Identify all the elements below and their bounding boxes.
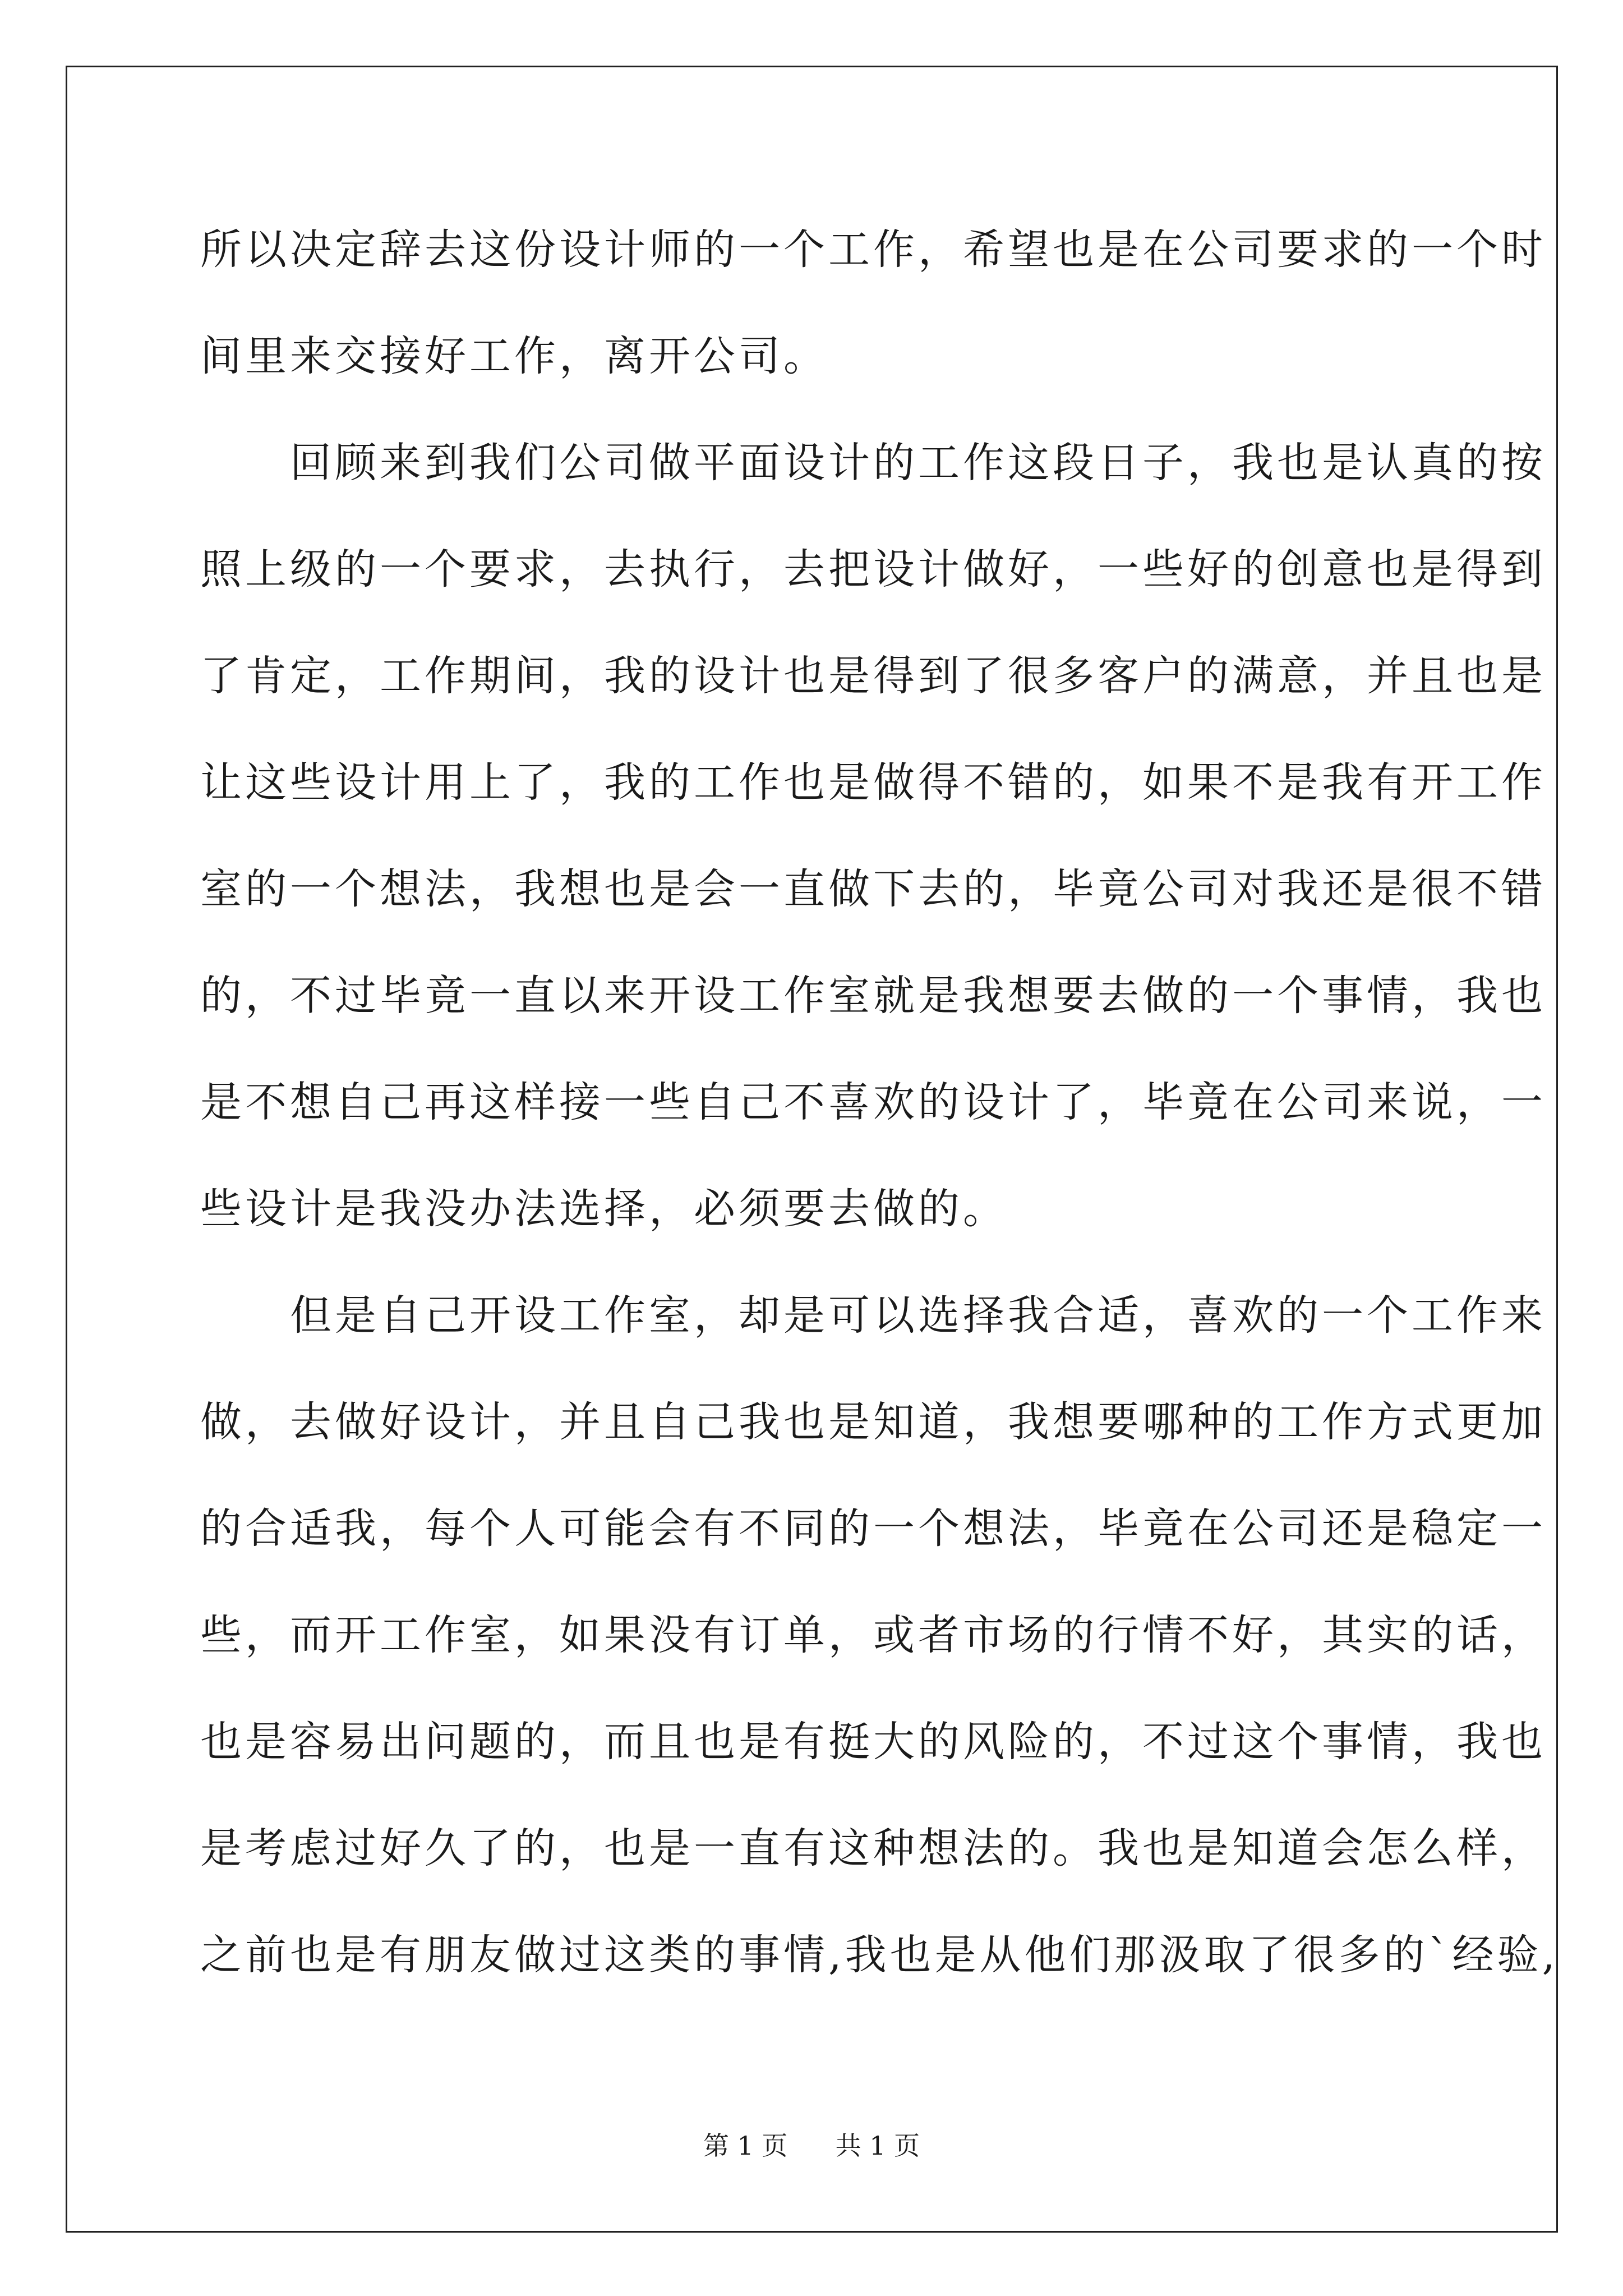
text-line: 了肯定，工作期间，我的设计也是得到了很多客户的满意，并且也是 [200,652,1546,700]
text-line: 做，去做好设计，并且自己我也是知道，我想要哪种的工作方式更加 [200,1398,1546,1446]
page-number: 第 1 页 [703,2131,788,2161]
text-line: 的，不过毕竟一直以来开设工作室就是我想要去做的一个事情，我也 [200,972,1546,1020]
text-line: 之前也是有朋友做过这类的事情,我也是从他们那汲取了很多的`经验, [200,1931,1559,1979]
text-line: 回顾来到我们公司做平面设计的工作这段日子，我也是认真的按 [200,439,1546,487]
text-line: 是不想自己再这样接一些自己不喜欢的设计了，毕竟在公司来说，一 [200,1078,1546,1126]
text-line: 也是容易出问题的，而且也是有挺大的风险的，不过这个事情，我也 [200,1718,1546,1766]
text-line: 但是自己开设工作室，却是可以选择我合适，喜欢的一个工作来 [200,1291,1546,1340]
text-line: 些，而开工作室，如果没有订单，或者市场的行情不好，其实的话， [200,1611,1546,1659]
text-line: 照上级的一个要求，去执行，去把设计做好，一些好的创意也是得到 [200,545,1546,593]
page-footer [0,2129,1623,2162]
page-total: 共 1 页 [835,2131,920,2161]
document-body [200,210,1559,2022]
text-line: 些设计是我没办法选择，必须要去做的。 [200,1185,1008,1233]
text-line: 间里来交接好工作，离开公司。 [200,332,828,380]
text-line: 是考虑过好久了的，也是一直有这种想法的。我也是知道会怎么样， [200,1824,1546,1872]
text-line: 所以决定辞去这份设计师的一个工作，希望也是在公司要求的一个时 [200,226,1546,274]
text-line: 室的一个想法，我想也是会一直做下去的，毕竟公司对我还是很不错 [200,865,1546,913]
text-line: 的合适我，每个人可能会有不同的一个想法，毕竟在公司还是稳定一 [200,1504,1546,1553]
text-line: 让这些设计用上了，我的工作也是做得不错的，如果不是我有开工作 [200,758,1546,807]
